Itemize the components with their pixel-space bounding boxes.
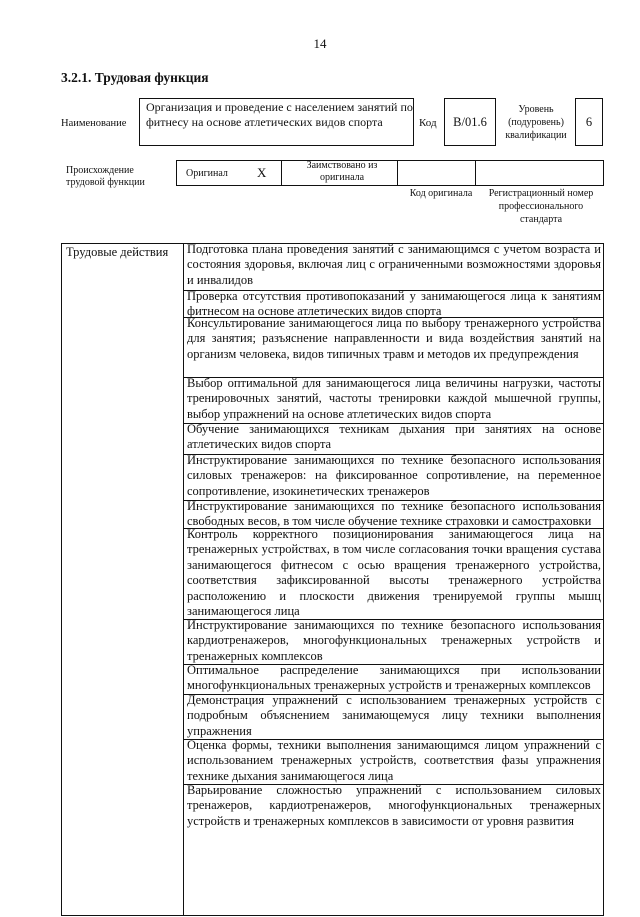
naimenovanie-label: Наименование [61,118,127,129]
action-row [184,785,603,917]
reg-number-label: Регистрационный номер профессионального стандарта [488,188,594,225]
action-text: Консультирование занимающегося лица по выбору тренажерного устройства для занятия; разъяснение направленности и вида воздействия занятий на организм человека, видов типичных травм и методов их предупреждения [187,316,601,361]
action-row [184,665,603,695]
original-mark: X [257,165,267,180]
origin-divider [281,161,282,185]
actions-label: Трудовые действия [66,245,169,259]
action-text: Варьирование сложностью упражнений с использованием силовых тренажеров, кардиотренажеров, многофункциональных тренажерных устройств и тренажерных комплексов в зависимости от уровня развития [187,785,601,828]
action-row [184,244,603,291]
action-text: Оптимальное распределение занимающихся при использовании многофункциональных тренажерных устройств и тренажерных комплексов [187,663,601,693]
action-row [184,740,603,785]
borrowed-label: Заимствовано из оригинала [306,160,378,183]
labor-actions-table [61,243,604,916]
function-name-cell: Организация и проведение с населением занятий по фитнесу на основе атлетических видов спорта [139,98,414,146]
section-heading: 3.2.1. Трудовая функция [61,70,209,85]
kod-originala-label: Код оригинала [409,188,473,199]
origin-divider [475,161,476,185]
action-row [184,318,603,378]
action-text: Инструктирование занимающихся по технике безопасного использования свободных весов, в том числе обучение технике страховки и самостраховки [187,499,601,529]
action-row [184,291,603,318]
action-text: Обучение занимающихся техникам дыхания при занятиях на основе атлетических видов спорта [187,422,601,452]
action-text: Подготовка плана проведения занятий с занимающимся с учетом возраста и состояния здоровья, включая лиц с ограниченными возможностями здоровья и инвалидов [187,242,601,287]
level-value-cell: 6 [575,98,603,146]
kod-label: Код [419,117,437,129]
action-row [184,695,603,740]
original-label: Оригинал [186,168,228,179]
action-row [184,455,603,501]
action-text: Оценка формы, техники выполнения занимающимся лицом упражнений с использованием тренажерных устройств, соответствия фазы упражнения технике дыхания занимающегося лица [187,738,601,783]
action-text: Инструктирование занимающихся по технике безопасного использования силовых тренажеров: на фиксированное сопротивление, на переменное сопротивление, изокинетических тренажеров [187,453,601,498]
origin-label: Происхождение трудовой функции [66,165,145,188]
action-row [184,529,603,620]
code-value-cell: B/01.6 [444,98,496,146]
action-row [184,501,603,529]
action-text: Выбор оптимальной для занимающегося лица величины нагрузки, частоты тренировочных занятий, частоты тренировки каждой мышечной группы, выбор упражнений на основе атлетических видов спорта [187,376,601,421]
action-row [184,424,603,455]
action-text: Демонстрация упражнений с использованием тренажерных устройств с подробным объяснением занимающемуся лицу техники выполнения упражнения [187,693,601,738]
action-text: Контроль корректного позиционирования занимающегося лица на тренажерных устройствах, в том числе согласования точки вращения сустава занимающегося фитнесом с осью вращения тренажерного устройства, соответствия зафиксированной высоты тренажерного устройства расположению и плоскости движения тренируемой группы мышц занимающегося лица [187,527,601,619]
action-row [184,378,603,424]
action-text: Инструктирование занимающихся по технике безопасного использования кардиотренажеров, многофункциональных тренажерных устройств и тренажерных комплексов [187,618,601,663]
page-number: 14 [313,36,327,51]
action-text: Проверка отсутствия противопоказаний у занимающегося лица к занятиям фитнесом на основе атлетических видов спорта [187,289,601,319]
level-label: Уровень (подуровень) квалификации [505,104,567,141]
action-row [184,620,603,665]
